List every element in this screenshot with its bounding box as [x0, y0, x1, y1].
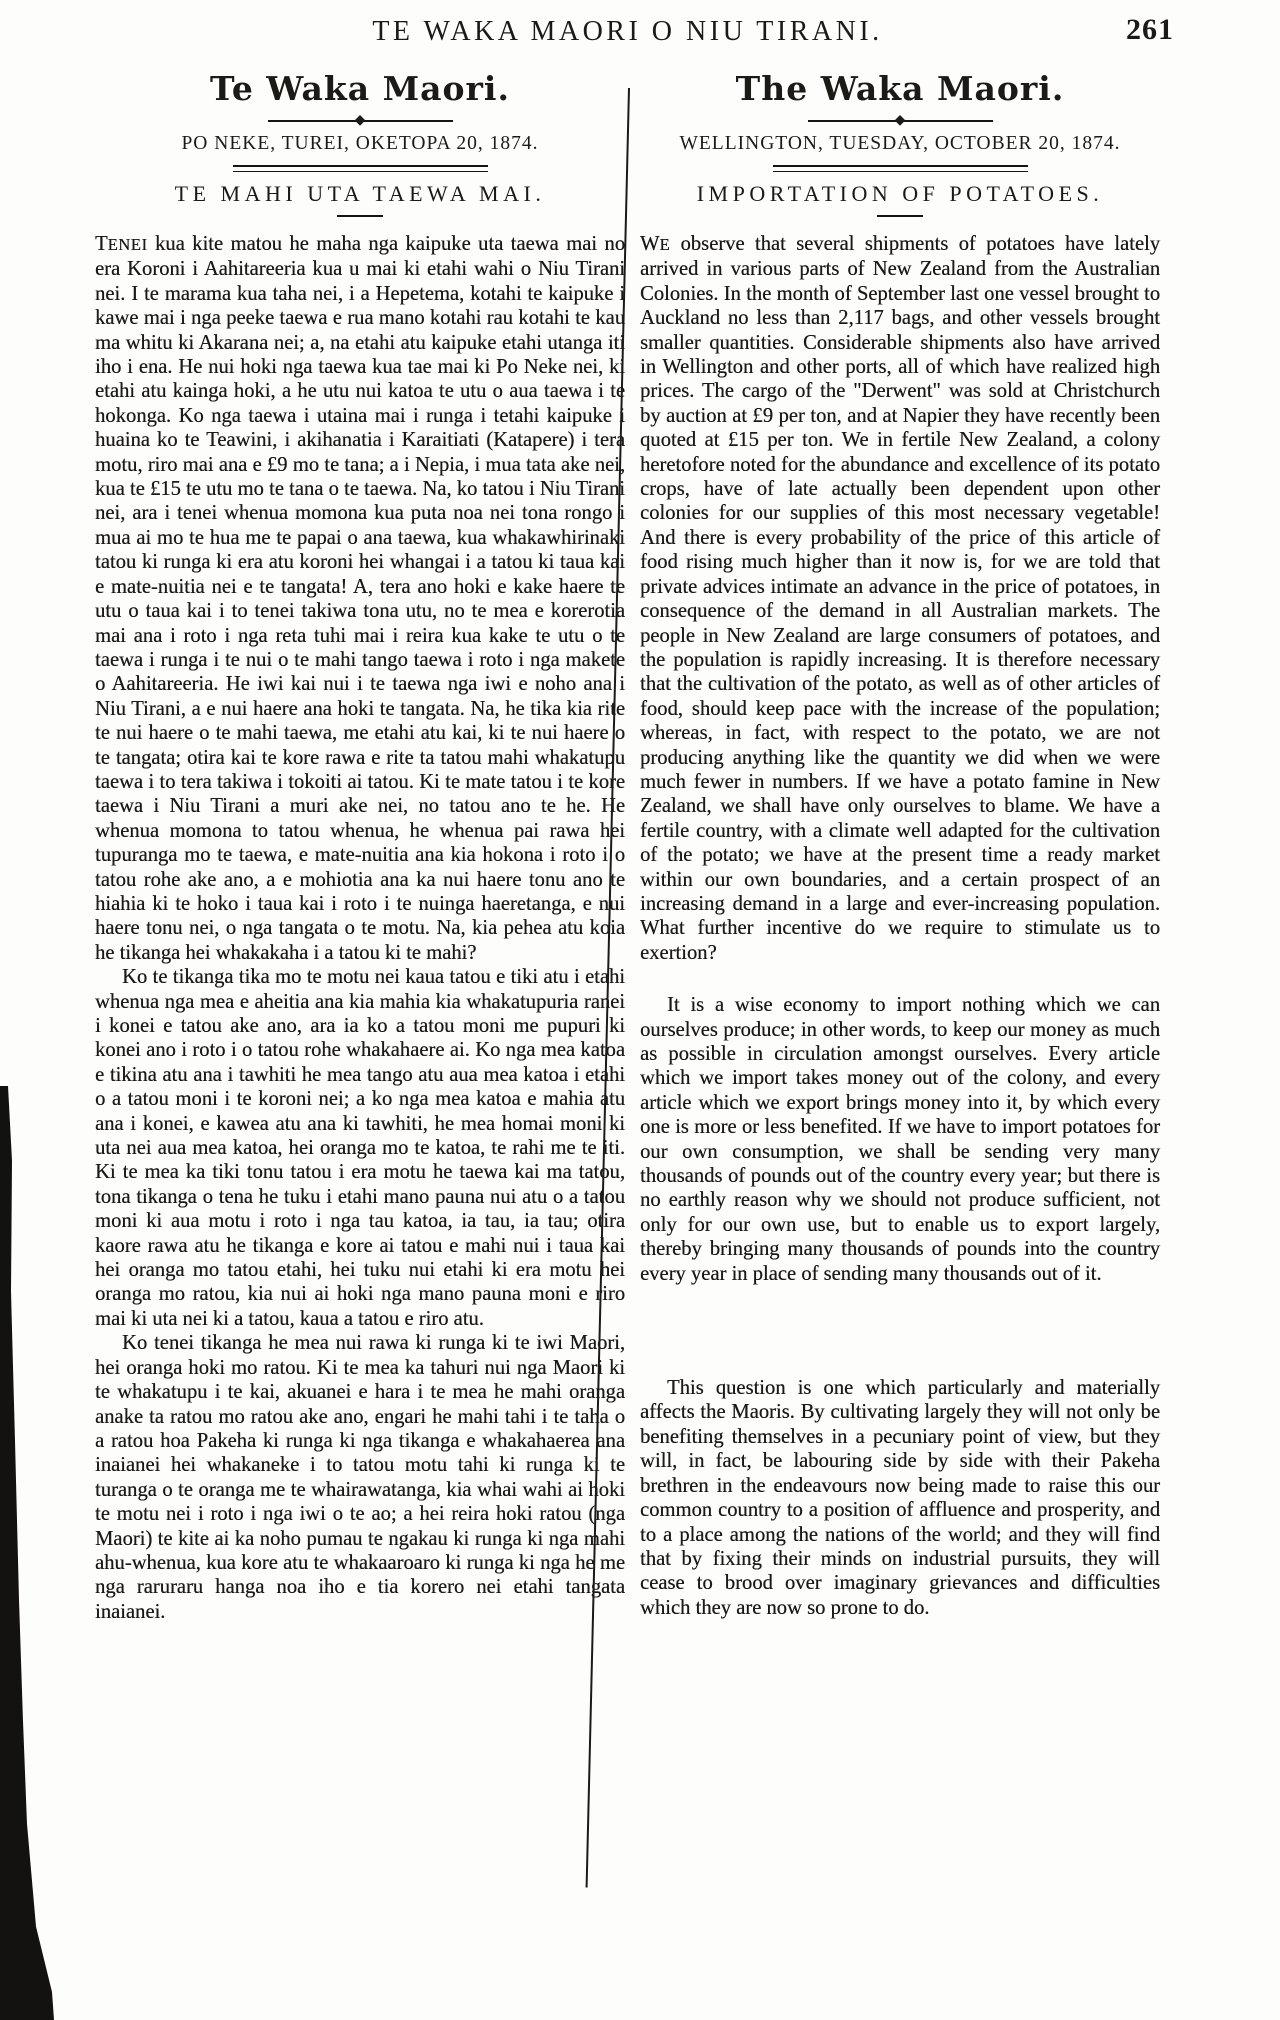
- article-body-maori: [95, 232, 625, 1624]
- right-column-english: [640, 70, 1160, 1620]
- lead-capital: W: [640, 233, 660, 255]
- left-column-maori: [95, 70, 625, 1624]
- paragraph-text: Ko tenei tikanga he mea nui rawa ki runga ki te iwi Maori, hei oranga hoki mo ratou. Ki te mea ka tahuri nui nga Maori ki te whakatupu i te kai, akuanei e hara i te mea he mahi oranga anake ta ratou mo ratou ake ano, engari he mahi tahi i te taha o a ratou hoa Pakeha ki runga ki nga tikanga e whakahaerea ana inaianei hei whakaneke i to tatou motu tahi ki runga ki te turanga o te oranga me te whairawatanga, kia whai wahi ai hoki te motu nei i roto i nga iwi o te ao; a hei reira hoki ratou (nga Maori) te kite ai ka noho pumau te ngakau ki runga ki nga mahi ahu-whenua, kua kore atu te whakaaroaro ki runga ki nga he me nga raruraru hanga noa iho e tia korero nei etahi tangata inaianei.: [95, 1332, 625, 1623]
- lead-smallcaps: E: [659, 235, 671, 254]
- double-rule: [773, 165, 1028, 172]
- scan-gutter-artifact: [0, 1086, 54, 2020]
- dateline-maori: PO NEKE, TUREI, OKETOPA 20, 1874.: [181, 133, 539, 154]
- dateline-english: WELLINGTON, TUESDAY, OCTOBER 20, 1874.: [679, 133, 1121, 154]
- page-number: 261: [1126, 13, 1174, 46]
- paragraph-text: It is a wise economy to import nothing which we can ourselves produce; in other words, to keep our money as much as possible in circulation amongst ourselves. Every article which we import takes money out of the colony, and every article which we export brings money into it, by which every one is more or less benefited. If we have to import potatoes for our own consumption, we shall be sending very many thousands of pounds out of the country every year; but there is no earthly reason why we should not produce sufficient, not only for our own use, but to enable us to export largely, thereby bringing many thousands of pounds into the country every year in place of sending many thousands out of it.: [640, 994, 1160, 1285]
- paragraph-maori-3: [95, 1331, 625, 1624]
- diamond-rule: [808, 115, 993, 128]
- lead-smallcaps: ENEI: [107, 235, 148, 254]
- article-heading-maori: TE MAHI UTA TAEWA MAI.: [174, 181, 546, 206]
- paragraph-english-1: [640, 232, 1160, 965]
- diamond-rule: [268, 115, 453, 128]
- article-body-english: [640, 232, 1160, 1620]
- page-title: TE WAKA MAORI O NIU TIRANI.: [372, 16, 883, 47]
- heading-rule: [877, 215, 923, 217]
- paragraph-text: observe that several shipments of potatoes have lately arrived in various parts of New Zealand from the Australian Colonies. In the month of September last one vessel brought to Auckland no less than 2,117 bags, and other vessels brought smaller quantities. Considerable shipments also have arrived in Wellington and other ports, all of which have realized high prices. The cargo of the "Derwent" was sold at Christchurch by auction at £9 per ton, and at Napier they have recently been quoted at £15 per ton. We in fertile New Zealand, a colony heretofore noted for the abundance and excellence of its potato crops, have of late actually been dependent upon other colonies for our supplies of this most necessary vegetable! And there is every probability of the price of this article of food rising much higher than it now is, for we are told that private advices intimate an advance in the price of potatoes, in consequence of the demand in all Australian markets. The people in New Zealand are large consumers of potatoes, and the population is rapidly increasing. It is therefore necessary that the cultivation of the potato, as well as of other articles of food, should keep pace with the increase of the population; whereas, in fact, with respect to the potato, we are not producing anything like the quantity we did when we were much fewer in numbers. If we have a potato famine in New Zealand, we shall have only ourselves to blame. We have a fertile country, with a climate well adapted for the cultivation of the potato; we have at the present time a ready market within our own boundaries, and a certain prospect of an increasing demand in a large and ever-increasing population. What further incentive do we require to stimulate us to exertion?: [640, 233, 1160, 964]
- paragraph-maori-2: [95, 965, 625, 1331]
- lead-capital: T: [95, 233, 108, 255]
- masthead-maori: Te Waka Maori.: [210, 69, 510, 108]
- heading-rule: [337, 215, 383, 217]
- masthead-english: The Waka Maori.: [735, 69, 1065, 108]
- article-heading-english: IMPORTATION OF POTATOES.: [696, 181, 1104, 206]
- diamond-icon: ◆: [354, 113, 366, 128]
- paragraph-english-2: [640, 993, 1160, 1286]
- paragraph-maori-1: [95, 232, 625, 965]
- paragraph-english-3: [640, 1376, 1160, 1620]
- paragraph-text: Ko te tikanga tika mo te motu nei kaua tatou e tiki atu i etahi whenua nga mea e aheitia ana kia mahia kia whakatupuria ranei i konei e tatou ake ano, ara ia ko a tatou moni me pupuri ki konei ano i roto i o tatou rohe whakahaere ai. Ko nga mea katoa e tikina atu ana i tawhiti he mea tango atu aua mea katoa i etahi o a tatou moni i te koroni nei; a ko nga mea katoa e mahia atu ana i konei, e kawea atu ana ki tawhiti, he mea homai moni ki uta nei aua mea katoa, hei oranga mo te katoa, te rahi me te iti. Ki te mea ka tiki tonu tatou i era motu he taewa kai ma tatou, tona tikanga o tena he tuku i etahi mano pauna nui atu o a tatou moni ki aua motu i roto i nga tau katoa, ia tau, ia tau; otira kaore rawa atu he tikanga e kore ai tatou e mahi nui i taua kai hei oranga mo tatou etahi, hei tuku nui etahi ki era motu hei oranga mo ratou, kia nui ai hoki nga mano pauna moni e riro mai ki uta nei ki a tatou, kaua a tatou e riro atu.: [95, 966, 625, 1330]
- double-rule: [233, 165, 488, 172]
- paragraph-text: This question is one which particularly and materially affects the Maoris. By cultivating largely they will not only be benefiting themselves in a pecuniary point of view, but they will, in fact, be labouring side by side with their Pakeha brethren in the endeavours now being made to raise this our common country to a position of affluence and prosperity, and to a place among the nations of the world; and they will find that by fixing their minds on industrial pursuits, they will cease to brood over imaginary grievances and difficulties which they are now so prone to do.: [640, 1377, 1160, 1619]
- paragraph-text: kua kite matou he maha nga kaipuke uta taewa mai no era Koroni i Aahitareeria kua u mai ki etahi wahi o Niu Tirani nei. I te marama kua taha nei, i a Hepetema, kotahi te kaipuke i kawe mai i nga peeke taewa e rua mano kotahi rau kotahi te kau ma whitu ki Akarana nei; a, na etahi atu kaipuke etahi utanga iti iho i ena. He nui hoki nga taewa kua tae mai ki Po Neke nei, ki etahi atu kainga hoki, a he utu nui katoa te utu o aua taewa i te hokonga. Ko nga taewa i utaina mai i runga i tetahi kaipuke i huaina ko te Teawini, i akihanatia i Karaitiati (Katapere) i tera motu, riro mai ana e £9 mo te tana; a i Nepia, i mua tata ake nei, kua te £15 te utu mo te tana o te taewa. Na, ko tatou i Niu Tirani nei, ara i tenei whenua momona kua puta noa nei tona rongo i mua ai mo te hua me te papai o ana taewa, kua whakawhirinaki tatou ki runga ki era atu koroni hei whangai i a tatou ki taua kai e mate-nuitia nei e te tangata! A, tera ano hoki e kake haere te utu o taua kai i to tenei takiwa tona utu, no te mea e korerotia mai ana i roto i nga reta tuhi mai i reira kua kake te utu o te taewa i runga i te nui o te mahi tango taewa i roto i nga makete o Aahitareeria. He iwi kai nui i te taewa nga iwi e noho ana i Niu Tirani, a e nui haere ana hoki te tangata. Na, he tika kia rite te nui haere o te mahi taewa, me etahi atu kai, ki te nui haere o te tangata; otira kai te kore rawa e rite ta tatou mahi whakatupu taewa i to tera takiwa i tokoiti ai tatou. Ki te mate tatou i te kore taewa i Niu Tirani a muri ake nei, no tatou ano te he. He whenua momona to tatou whenua, he whenua pai rawa hei tupuranga mo te taewa, e mate-nuitia ana kia hokona i roto i o tatou rohe ake ano, a e mohiotia ana ka nui haere tonu ano te hiahia ki te hoko i taua kai i roto i te nuinga haeretanga, e nui haere tonu nei, o nga tangata o te motu. Na, kia pehea atu koia he tikanga hei whakakaha i a tatou ki te mahi?: [95, 233, 625, 964]
- diamond-icon: ◆: [894, 113, 906, 128]
